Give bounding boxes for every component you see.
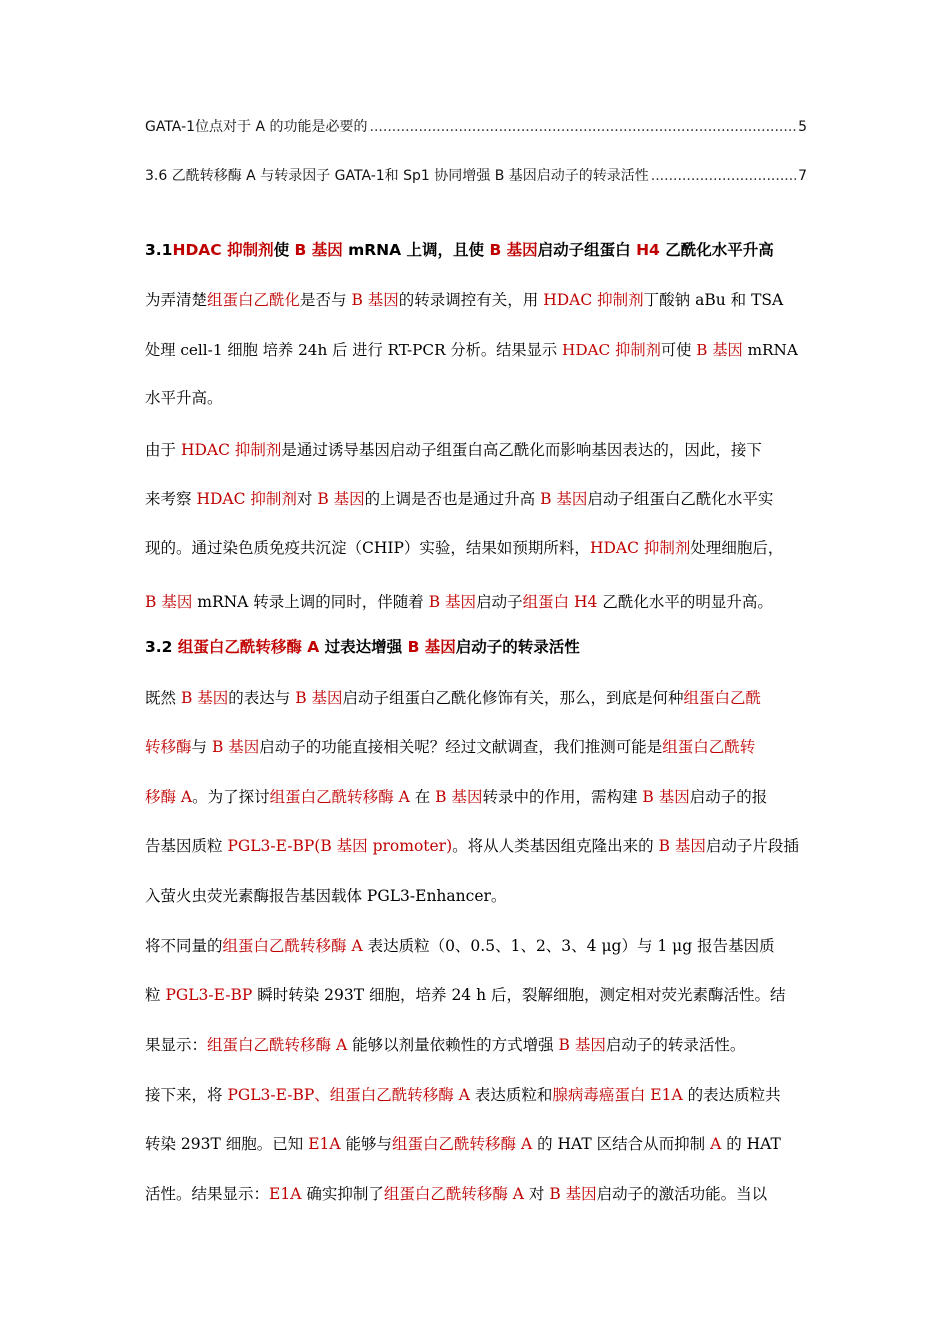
toc-entry[interactable]	[145, 165, 807, 185]
toc-leader-dots	[370, 119, 797, 135]
paragraph-line: 为弄清楚组蛋白乙酰化是否与 B 基因的转录调控有关，用 HDAC 抑制剂丁酸钠 aBu 和 TSA	[145, 291, 784, 309]
toc-page-number: 7	[798, 168, 807, 184]
paragraph-line: 粒 PGL3-E-BP 瞬时转染 293T 细胞，培养 24 h 后，裂解细胞，测定相对荧光素酶活性。结	[145, 986, 786, 1004]
paragraph-line: 入萤火虫荧光素酶报告基因载体 PGL3-Enhancer。	[145, 887, 507, 905]
paragraph-line: 处理 cell-1 细胞 培养 24h 后 进行 RT-PCR 分析。结果显示 HDAC 抑制剂可使 B 基因 mRNA	[145, 341, 798, 359]
toc-entry-text: 3.6 乙酰转移酶 A 与转录因子 GATA-1和 Sp1 协同增强 B 基因启动子的转录活性	[145, 168, 649, 184]
paragraph-line: 移酶 A。为了探讨组蛋白乙酰转移酶 A 在 B 基因转录中的作用，需构建 B 基因启动子的报	[145, 788, 768, 806]
paragraph-line: 接下来，将 PGL3-E-BP、组蛋白乙酰转移酶 A 表达质粒和腺病毒癌蛋白 E1A 的表达质粒共	[145, 1086, 781, 1104]
paragraph-line: 水平升高。	[145, 389, 223, 407]
paragraph-line: 既然 B 基因的表达与 B 基因启动子组蛋白乙酰化修饰有关，那么，到底是何种组蛋白乙酰	[145, 689, 762, 707]
toc-page-number: 5	[798, 119, 807, 135]
paragraph-line: 果显示：组蛋白乙酰转移酶 A 能够以剂量依赖性的方式增强 B 基因启动子的转录活性。	[145, 1036, 746, 1054]
paragraph-line: 由于 HDAC 抑制剂是通过诱导基因启动子组蛋白高乙酰化而影响基因表达的，因此，接下	[145, 441, 762, 459]
paragraph-line: 转染 293T 细胞。已知 E1A 能够与组蛋白乙酰转移酶 A 的 HAT 区结合从而抑制 A 的 HAT	[145, 1135, 781, 1153]
paragraph-line: 告基因质粒 PGL3-E-BP(B 基因 promoter)。将从人类基因组克隆出来的 B 基因启动子片段插	[145, 837, 799, 855]
section-heading-3-2: 3.2 组蛋白乙酰转移酶 A 过表达增强 B 基因启动子的转录活性	[145, 638, 580, 656]
paragraph-line: 将不同量的组蛋白乙酰转移酶 A 表达质粒（0、0.5、1、2、3、4 μg）与 1 μg 报告基因质	[145, 937, 775, 955]
section-heading-3-1: 3.1HDAC 抑制剂使 B 基因 mRNA 上调，且使 B 基因启动子组蛋白 H4 乙酰化水平升高	[145, 241, 774, 259]
paragraph-line: 来考察 HDAC 抑制剂对 B 基因的上调是否也是通过升高 B 基因启动子组蛋白乙酰化水平实	[145, 490, 774, 508]
paragraph-line: B 基因 mRNA 转录上调的同时，伴随着 B 基因启动子组蛋白 H4 乙酰化水平的明显升高。	[145, 593, 773, 611]
paragraph-line: 活性。结果显示：E1A 确实抑制了组蛋白乙酰转移酶 A 对 B 基因启动子的激活功能。当以	[145, 1185, 768, 1203]
paragraph-line: 现的。通过染色质免疫共沉淀（CHIP）实验，结果如预期所料，HDAC 抑制剂处理细胞后，	[145, 539, 784, 557]
toc-entry-text: GATA-1位点对于 A 的功能是必要的	[145, 119, 368, 135]
toc-leader-dots	[651, 168, 796, 184]
toc-entry[interactable]	[145, 116, 807, 136]
paragraph-line: 转移酶与 B 基因启动子的功能直接相关呢？经过文献调查，我们推测可能是组蛋白乙酰转	[145, 738, 756, 756]
